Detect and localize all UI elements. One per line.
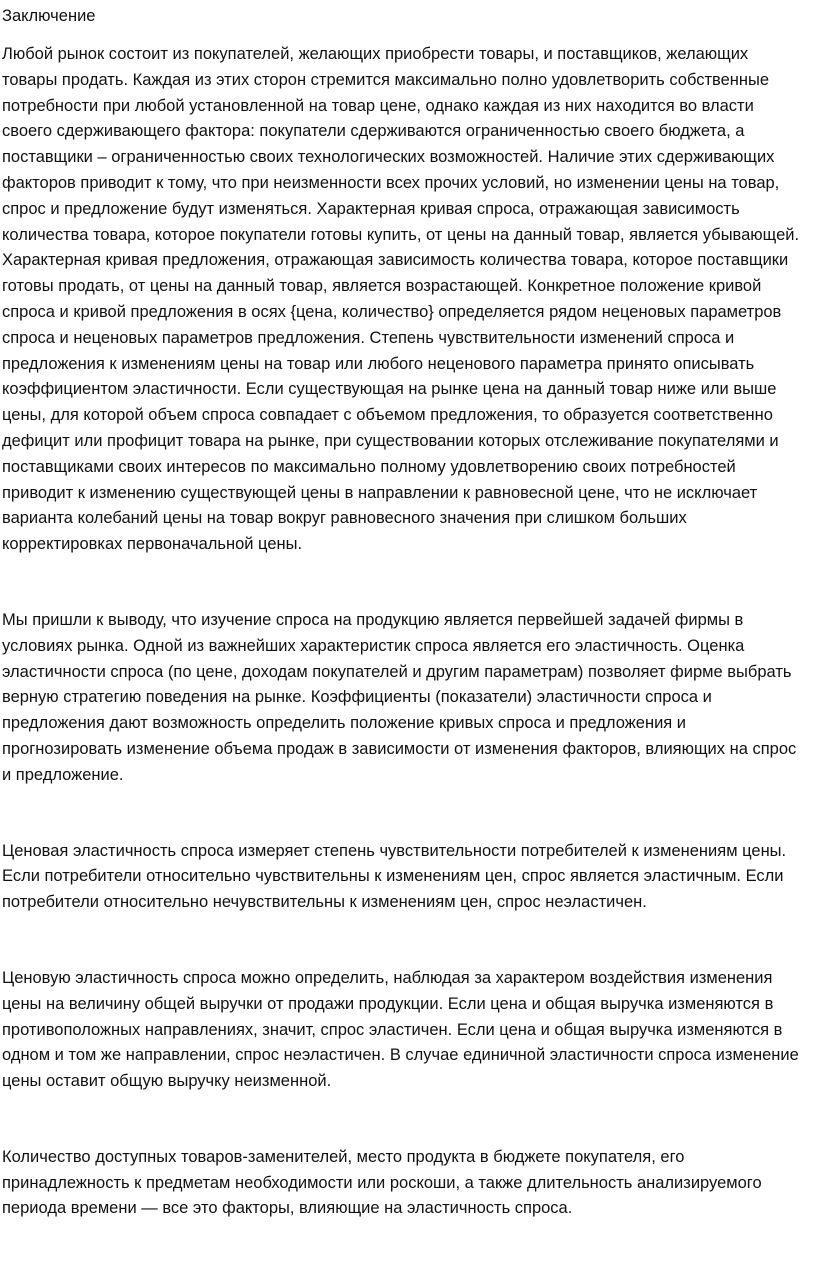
document-title: Заключение	[2, 7, 96, 25]
paragraph-spacer	[2, 916, 808, 966]
paragraph-demand-study: Мы пришли к выводу, что изучение спроса на продукцию является первейшей задачей фирмы в условиях рынка. Одной из важнейших характеристик спроса является его эластичность. Оценка эластичности спроса (по цене, доходам покупателей и другим параметрам) позволяет фирме выбрать верную стратегию поведения на рынке. Коэффициенты (показатели) эластичности спроса и предложения дают возможность определить положение кривых спроса и предложения и прогнозировать изменение объема продаж в зависимости от изменения факторов, влияющих на спрос и предложение.	[2, 610, 797, 784]
paragraph-spacer	[2, 789, 808, 839]
paragraph-spacer	[2, 1095, 808, 1145]
paragraph-price-elasticity: Ценовая эластичность спроса измеряет степень чувствительности потребителей к изменениям цены. Если потребители относительно чувствительны к изменениям цен, спрос является эластичным. Если потребители относительно нечувствительны к изменениям цен, спрос неэластичен.	[2, 841, 787, 912]
paragraph-revenue-test: Ценовую эластичность спроса можно определить, наблюдая за характером воздействия изменения цены на величину общей выручки от продажи продукции. Если цена и общая выручка изменяются в противоположных направлениях, значит, спрос эластичен. Если цена и общая выручка изменяются в одном и том же направлении, спрос неэластичен. В случае единичной эластичности спроса изменение цены оставит общую выручку неизменной.	[2, 968, 799, 1091]
paragraph-spacer	[2, 558, 808, 608]
paragraph-market: Любой рынок состоит из покупателей, желающих приобрести товары, и поставщиков, желающих товары продать. Каждая из этих сторон стремится максимально полно удовлетворить собственные потребности при любой установленной на товар цене, однако каждая из них находится во власти своего сдерживающего фактора: покупатели сдерживаются ограниченностью своего бюджета, а поставщики – ограниченностью своих технологических возможностей. Наличие этих сдерживающих факторов приводит к тому, что при неизменности всех прочих условий, но изменении цены на товар, спрос и предложение будут изменяться. Характерная кривая спроса, отражающая зависимость количества товара, которое покупатели готовы купить, от цены на данный товар, является убывающей. Характерная кривая предложения, отражающая зависимость количества товара, которое поставщики готовы продать, от цены на данный товар, является возрастающей. Конкретное положение кривой спроса и кривой предложения в осях {цена, количество} определяется рядом неценовых параметров спроса и неценовых параметров предложения. Степень чувствительности изменений спроса и предложения к изменениям цены на товар или любого неценового параметра принято описывать коэффициентом эластичности. Если существующая на рынке цена на данный товар ниже или выше цены, для которой объем спроса совпадает с объемом предложения, то образуется соответственно дефицит или профицит товара на рынке, при существовании которых отслеживание покупателями и поставщиками своих интересов по максимально полному удовлетворению своих потребностей приводит к изменению существующей цены в направлении к равновесной цене, что не исключает варианта колебаний цены на товар вокруг равновесного значения при слишком больших корректировках первоначальной цены.	[2, 45, 800, 554]
paragraph-elasticity-factors: Количество доступных товаров-заменителей, место продукта в бюджете покупателя, его принадлежность к предметам необходимости или роскоши, а также длительность анализируемого периода времени — все это факторы, влияющие на эластичность спроса.	[2, 1147, 762, 1218]
